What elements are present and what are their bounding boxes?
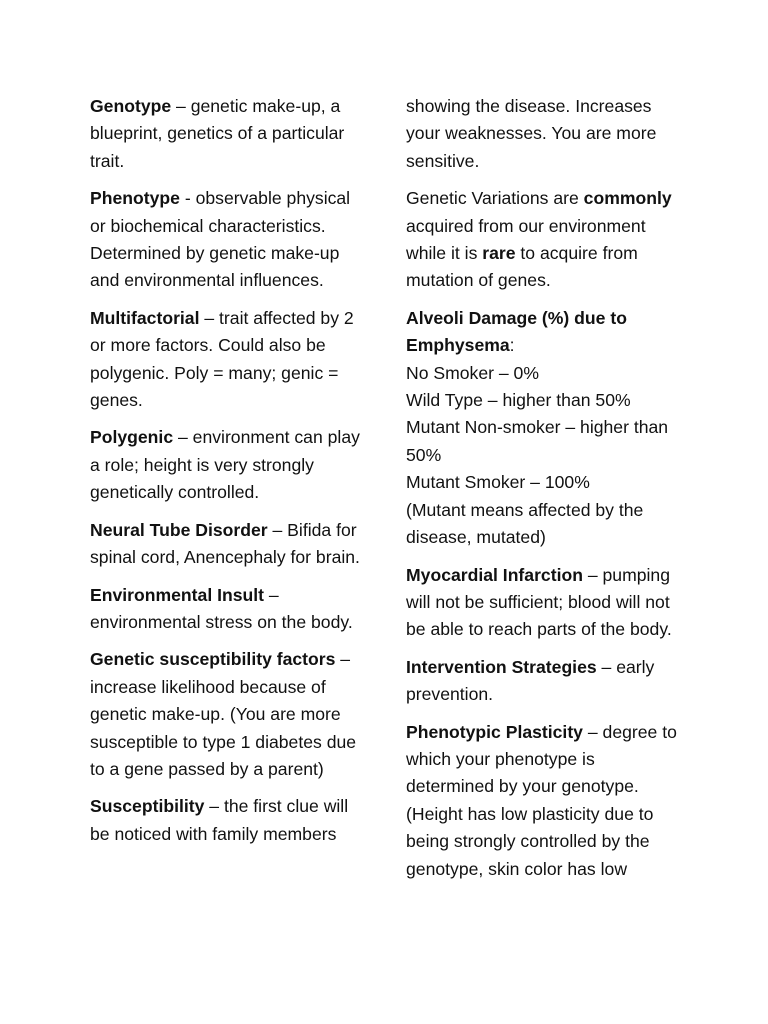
right-column [406,93,686,893]
intervention-definition [406,654,686,709]
term: Myocardial Infarction [406,564,583,585]
term: Genetic susceptibility factors [90,649,336,670]
alveoli-item: Mutant Non-smoker – higher than 50% [406,417,669,465]
heading: Alveoli Damage (%) due to Emphysema [406,307,627,356]
term: Neural Tube Disorder [90,519,268,540]
term: Phenotype [90,188,180,209]
continuation-text: showing the disease. Increases your weaknesses. You are more sensitive. [406,96,657,171]
definition: – Bifida for spinal cord, Anencephaly for brain. [90,519,360,568]
term: Multifactorial [90,307,200,328]
term: Susceptibility [90,796,205,817]
alveoli-item: Mutant Smoker – 100% [406,472,590,493]
definition: – environmental stress on the body. [90,584,353,632]
genetic-variations-paragraph [406,185,686,295]
emphasis-rare: rare [482,243,516,264]
multifactorial-definition [90,305,368,415]
definition: – pumping will not be sufficient; blood will not be able to reach parts of the body. [406,564,672,640]
definition: – early prevention. [406,656,655,705]
text: to acquire from mutation of genes. [406,243,638,291]
alveoli-note: (Mutant means affected by the disease, mutated) [406,499,644,548]
term: Polygenic [90,427,174,448]
definition: – trait affected by 2 or more factors. Could also be polygenic. Poly = many; genic = genes. [90,307,354,411]
colon: : [509,335,515,356]
term: Intervention Strategies [406,656,597,677]
phenotype-definition [90,185,368,295]
alveoli-item: No Smoker – 0% [406,362,539,383]
neural-tube-definition [90,517,368,572]
term: Phenotypic Plasticity [406,721,583,742]
susceptibility-definition [90,793,368,848]
emphasis-commonly: commonly [583,188,672,209]
left-column [90,93,368,858]
genotype-definition [90,93,368,175]
environmental-insult-definition [90,582,368,637]
text: acquired from our environment while it is [406,215,646,264]
term: Genotype [90,96,172,116]
alveoli-heading [406,305,686,360]
definition: – genetic make-up, a blueprint, genetics of a particular trait. [90,96,345,171]
definition: – the first clue will be noticed with family members [90,796,349,844]
alveoli-item: Wild Type – higher than 50% [406,390,631,411]
term: Environmental Insult [90,584,265,605]
polygenic-definition [90,424,368,506]
genetic-susceptibility-definition [90,646,368,783]
alveoli-damage-section [406,305,686,552]
definition: – degree to which your phenotype is determined by your genotype. (Height has low plasticity due to being strongly controlled by the genotype, skin color has low [406,721,677,879]
myocardial-definition [406,562,686,644]
definition: – environment can play a role; height is very strongly genetically controlled. [90,427,360,503]
text: Genetic Variations are [406,188,584,209]
definition: - observable physical or biochemical characteristics. Determined by genetic make-up and environmental influences. [90,188,351,291]
plasticity-definition [406,719,686,883]
definition: – increase likelihood because of genetic make-up. (You are more susceptible to type 1 diabetes due to a gene passed by a parent) [90,649,357,779]
